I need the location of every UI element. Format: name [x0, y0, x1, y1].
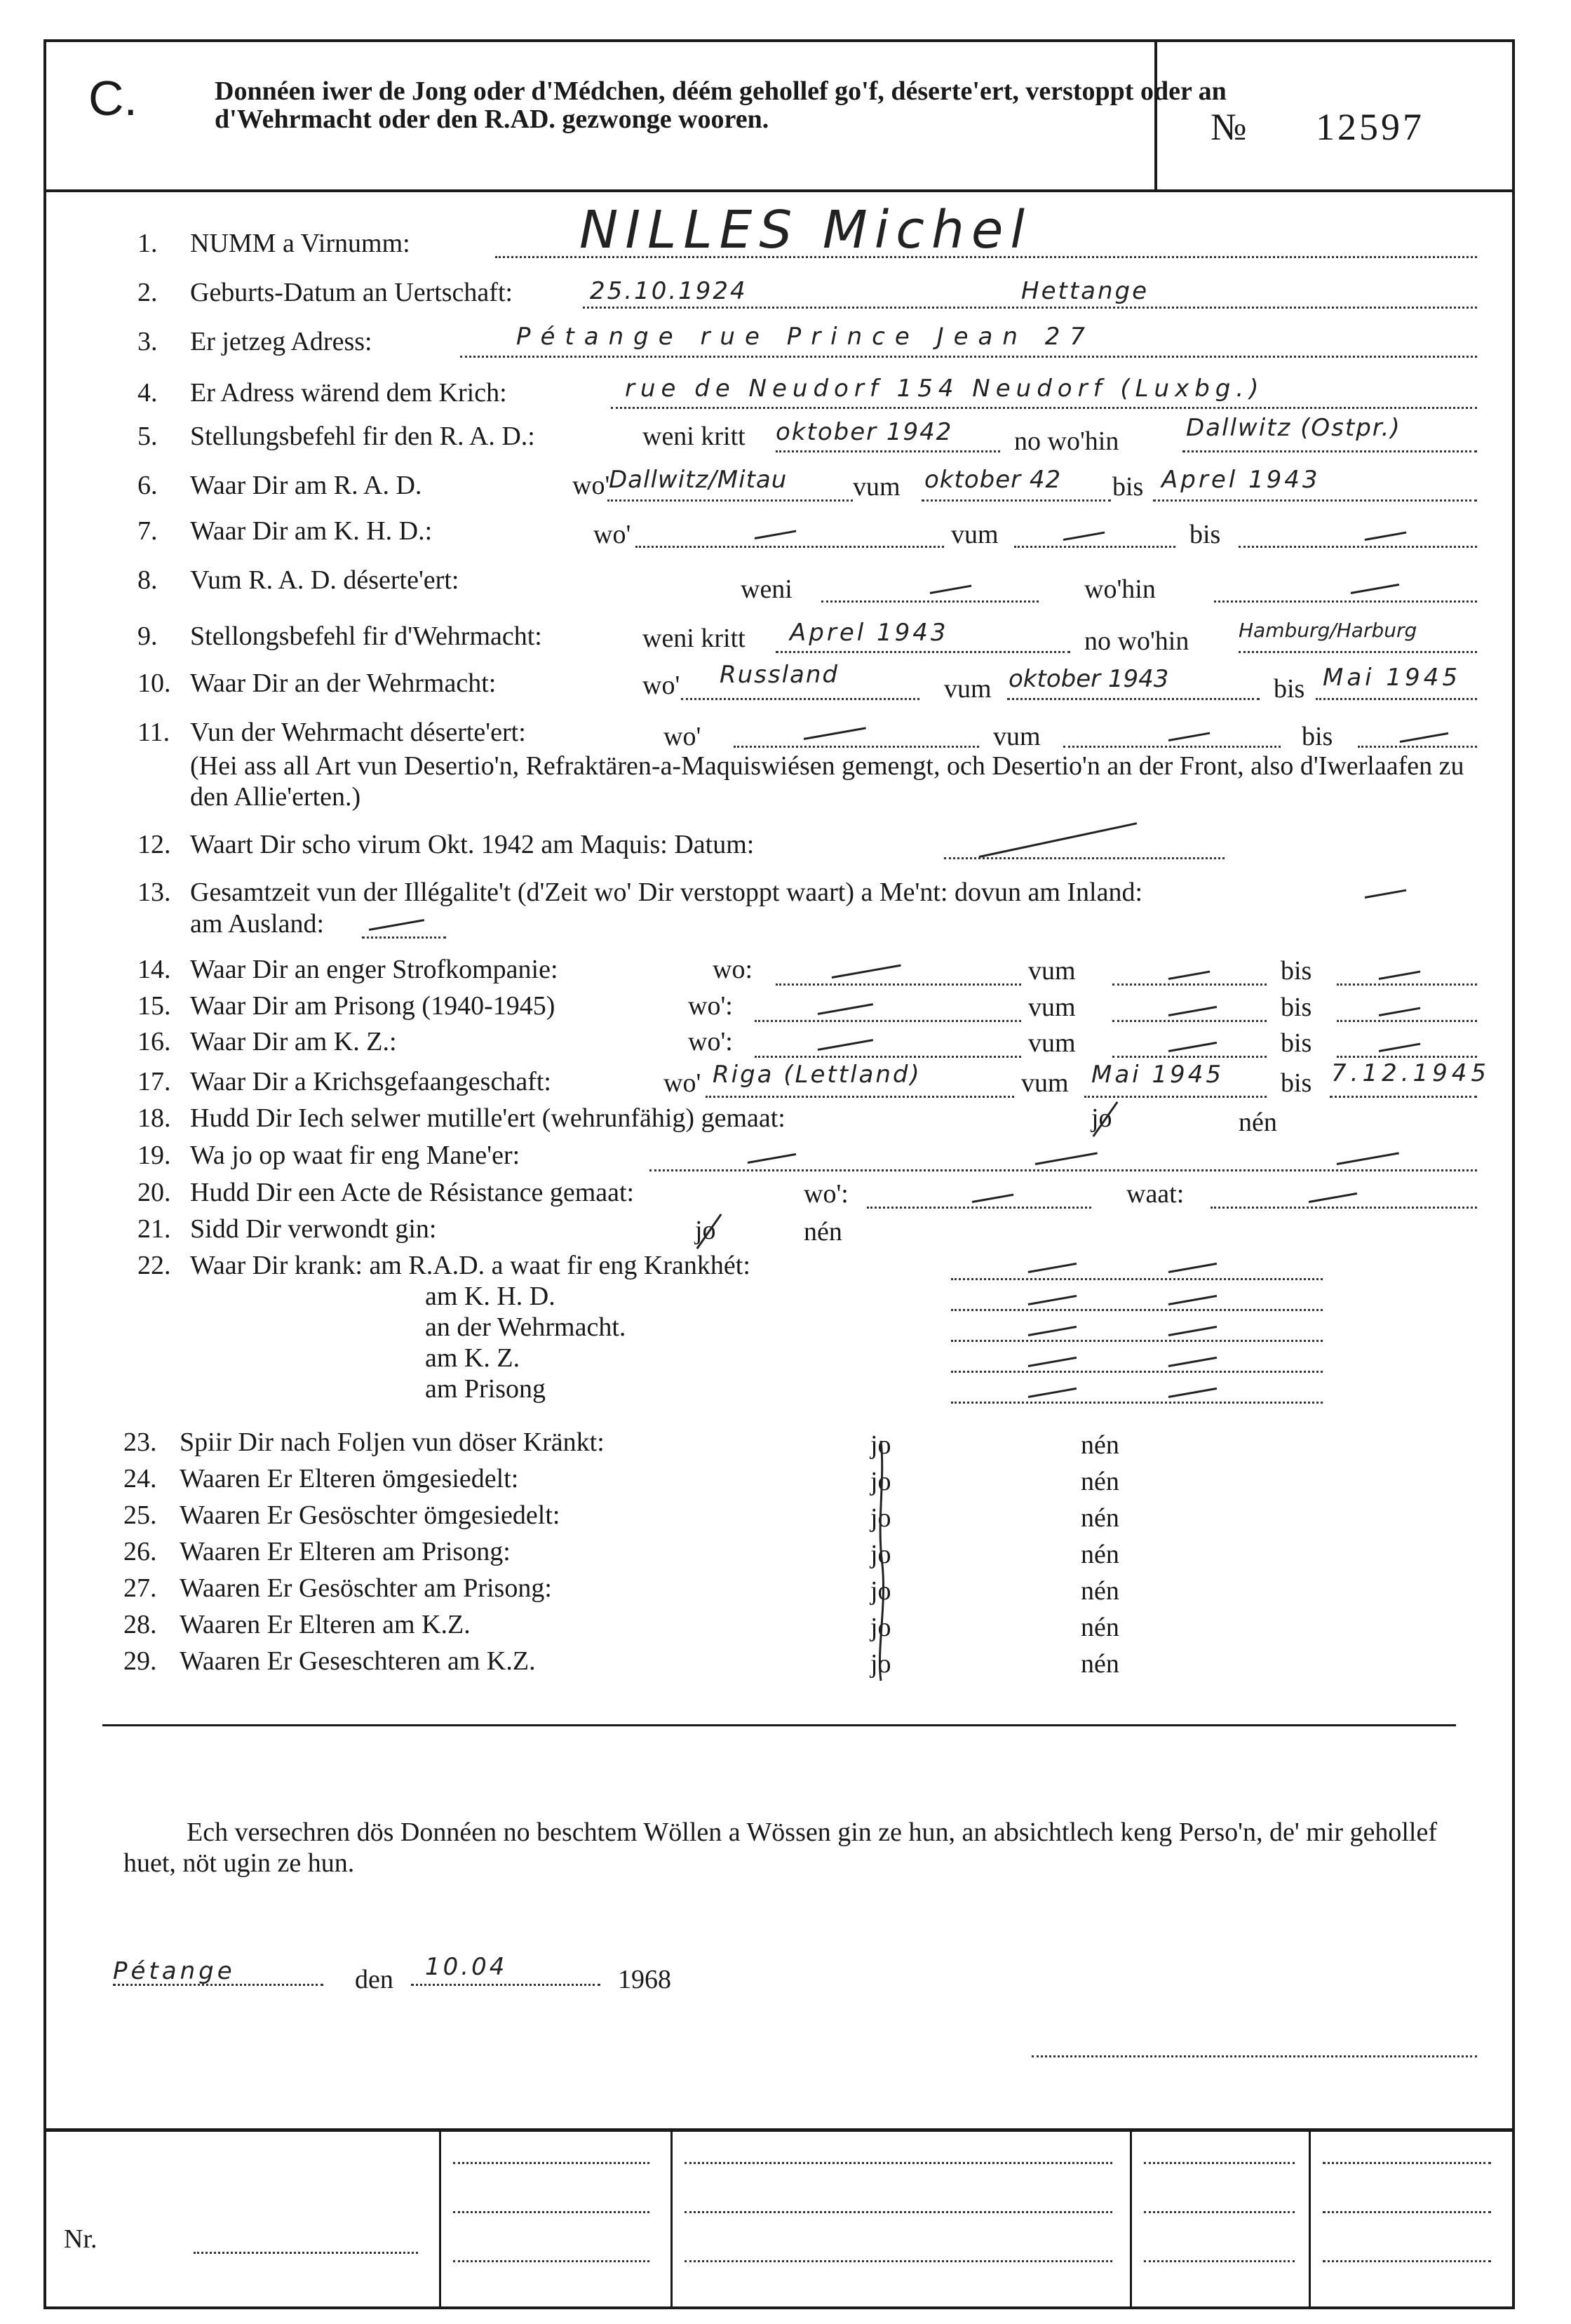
footer-col-divider	[1309, 2128, 1311, 2306]
wehrmacht-from-handwritten: oktober 1943	[1009, 665, 1169, 693]
field-line	[453, 2260, 649, 2262]
row-number: 11.	[137, 718, 170, 747]
row-label: Vun der Wehrmacht déserte'ert:	[190, 718, 526, 747]
field-line	[607, 499, 853, 502]
where-label: wo':	[688, 991, 733, 1021]
sub-label: an der Wehrmacht.	[425, 1312, 626, 1342]
field-line	[1337, 1020, 1477, 1022]
yes-option: jo	[870, 1503, 891, 1533]
field-line	[951, 1340, 1323, 1342]
from-label: vum	[1028, 1028, 1076, 1058]
field-line	[951, 1309, 1323, 1311]
field-line	[1084, 1096, 1267, 1098]
empty-mark	[1028, 1388, 1077, 1398]
no-option: nén	[1081, 1649, 1119, 1679]
yes-option: jo	[870, 1540, 891, 1569]
field-line	[1323, 2162, 1491, 2164]
field-line	[1214, 600, 1477, 603]
empty-mark	[1337, 1152, 1399, 1165]
field-line	[776, 651, 1070, 653]
field-line	[1358, 746, 1477, 748]
field-line	[951, 1402, 1323, 1404]
wehrmacht-to-handwritten: Mai 1945	[1323, 664, 1461, 692]
divider	[102, 1724, 1456, 1726]
field-line	[951, 1371, 1323, 1373]
empty-mark	[1379, 971, 1421, 980]
yes-option: jo	[695, 1216, 716, 1245]
field-line	[635, 546, 944, 548]
row-number: 8.	[137, 565, 158, 595]
field-line	[734, 746, 979, 748]
row-label: Waar Dir an enger Strofkompanie:	[190, 955, 558, 984]
field-line	[1112, 1020, 1267, 1022]
row-label: Waar Dir am K. H. D.:	[190, 516, 433, 546]
when-label: weni	[741, 575, 793, 604]
sub-label: am K. Z.	[425, 1343, 520, 1373]
row-label: Waaren Er Elteren ömgesiedelt:	[180, 1464, 519, 1493]
row-number: 1.	[137, 229, 158, 258]
row-label: Waaren Er Gesöschter ömgesiedelt:	[180, 1500, 560, 1530]
field-line	[411, 1984, 600, 1986]
field-line	[1323, 2211, 1491, 2213]
from-label: vum	[853, 472, 901, 502]
where-label: no wo'hin	[1014, 426, 1119, 456]
yes-option: jo	[1091, 1103, 1112, 1133]
row-label: Waar Dir am Prisong (1940-1945)	[190, 991, 555, 1021]
where-label: no wo'hin	[1084, 626, 1189, 656]
row-number: 23.	[123, 1428, 157, 1457]
where-label: wo':	[804, 1179, 849, 1209]
field-line	[113, 1984, 323, 1986]
where-label: wo'	[572, 471, 610, 500]
address-handwritten: Pétange rue Prince Jean 27	[516, 323, 1095, 351]
field-line	[776, 983, 1021, 986]
row-label: Waar Dir an der Wehrmacht:	[190, 669, 497, 698]
no-option: nén	[1239, 1108, 1277, 1137]
row-number: 21.	[137, 1214, 171, 1244]
what-label: waat:	[1126, 1179, 1185, 1209]
field-line	[1239, 651, 1477, 653]
empty-mark	[1365, 532, 1407, 541]
empty-mark	[818, 1003, 873, 1015]
field-line	[194, 2252, 418, 2254]
empty-mark	[1379, 1043, 1421, 1052]
row-number: 5.	[137, 422, 158, 451]
to-label: bis	[1281, 1068, 1312, 1098]
row-label: Sidd Dir verwondt gin:	[190, 1214, 437, 1244]
wehrmacht-order-place-handwritten: Hamburg/Harburg	[1239, 619, 1417, 642]
sub-label: am Prisong	[425, 1374, 546, 1404]
row-number: 2.	[137, 278, 158, 307]
row-number: 3.	[137, 327, 158, 356]
birth-date-handwritten: 25.10.1924	[590, 277, 748, 305]
row-number: 18.	[137, 1103, 171, 1133]
field-line	[821, 600, 1039, 603]
row-number: 15.	[137, 991, 171, 1021]
field-line	[1337, 1056, 1477, 1058]
row-number: 14.	[137, 955, 171, 984]
wehrmacht-place-handwritten: Russland	[720, 661, 840, 689]
where-label: wo'	[663, 722, 701, 751]
to-label: bis	[1112, 472, 1144, 502]
row-label: Waar Dir a Krichsgefaangeschaft:	[190, 1067, 551, 1096]
field-line	[685, 2260, 1112, 2262]
row-number: 20.	[137, 1178, 171, 1207]
sub-label: am K. H. D.	[425, 1282, 555, 1311]
field-line	[706, 1096, 1014, 1098]
rad-place-handwritten: Dallwitz/Mitau	[609, 466, 788, 494]
row-number: 13.	[137, 878, 171, 907]
empty-mark	[748, 1153, 796, 1164]
signature-year: 1968	[618, 1965, 671, 1994]
yes-option: jo	[870, 1649, 891, 1679]
captivity-from-handwritten: Mai 1945	[1091, 1061, 1224, 1089]
where-label: wo'	[593, 520, 631, 549]
empty-mark	[1168, 1388, 1217, 1398]
row-label: Vum R. A. D. déserte'ert:	[190, 565, 459, 595]
empty-mark	[1309, 1193, 1357, 1203]
field-line	[1144, 2162, 1295, 2164]
row-number: 17.	[137, 1067, 171, 1096]
row-label-abroad: am Ausland:	[190, 909, 325, 939]
form-page	[43, 39, 1515, 2309]
field-line	[1182, 450, 1477, 452]
field-line	[1211, 1207, 1477, 1209]
row-label: Waar Dir am R. A. D.	[190, 471, 422, 500]
empty-mark	[1400, 732, 1448, 743]
row-number: 24.	[123, 1464, 157, 1493]
signature-place-handwritten: Pétange	[113, 1957, 236, 1985]
where-label: wo'hin	[1084, 575, 1156, 604]
signature-date-handwritten: 10.04	[425, 1953, 508, 1981]
empty-mark	[1168, 1263, 1217, 1273]
field-line	[611, 407, 1477, 409]
field-line	[1239, 546, 1477, 548]
row-label: Gesamtzeit vun der Illégalite't (d'Zeit wo' Dir verstoppt waart) a Me'nt: dovun am Inland:	[190, 878, 1143, 907]
rad-to-handwritten: Aprel 1943	[1161, 466, 1321, 494]
to-label: bis	[1189, 520, 1221, 549]
yes-option: jo	[870, 1576, 891, 1606]
field-line	[681, 698, 919, 700]
row-number: 6.	[137, 471, 158, 500]
footer-col-divider	[1130, 2128, 1132, 2306]
field-line	[685, 2162, 1112, 2164]
row-label: Stellungsbefehl fir den R. A. D.:	[190, 422, 535, 451]
signature-line	[1032, 2055, 1477, 2057]
row-number: 4.	[137, 378, 158, 408]
row-label: Waaren Er Elteren am Prisong:	[180, 1537, 511, 1566]
field-line	[649, 1169, 1477, 1171]
no-option: nén	[1081, 1503, 1119, 1533]
field-line	[1007, 698, 1260, 700]
number-sign: №	[1211, 106, 1250, 148]
captivity-place-handwritten: Riga (Lettland)	[713, 1061, 922, 1089]
empty-mark	[979, 822, 1138, 858]
header-divider	[1154, 42, 1157, 189]
field-line	[922, 499, 1111, 502]
footer-top-line	[46, 2128, 1512, 2132]
row-number: 10.	[137, 669, 171, 698]
yes-option: jo	[870, 1430, 891, 1460]
row-label: Waaren Er Elteren am K.Z.	[180, 1610, 471, 1639]
empty-mark	[1168, 1357, 1217, 1367]
empty-mark	[930, 585, 972, 594]
from-label: vum	[1028, 993, 1076, 1022]
where-label: wo'	[663, 1068, 701, 1098]
row-number: 25.	[123, 1500, 157, 1530]
from-label: vum	[951, 520, 999, 549]
rad-order-place-handwritten: Dallwitz (Ostpr.)	[1186, 414, 1401, 442]
to-label: bis	[1274, 674, 1305, 704]
empty-mark	[1168, 732, 1211, 741]
row-label: Stellongsbefehl fir d'Wehrmacht:	[190, 622, 542, 651]
row-label: Waar Dir krank: am R.A.D. a waat fir eng Krankhét:	[190, 1251, 750, 1280]
field-line	[685, 2211, 1112, 2213]
row-label: Er Adress wärend dem Krich:	[190, 378, 507, 408]
field-line	[1323, 2260, 1491, 2262]
wehrmacht-order-date-handwritten: Aprel 1943	[790, 619, 949, 647]
empty-mark	[1168, 1295, 1217, 1305]
field-line	[1063, 746, 1281, 748]
where-label: wo':	[688, 1027, 733, 1056]
field-line	[460, 356, 1477, 358]
field-line	[944, 857, 1225, 859]
row-label: Wa jo op waat fir eng Mane'er:	[190, 1141, 520, 1170]
field-line	[453, 2211, 649, 2213]
empty-mark	[1035, 1152, 1098, 1165]
empty-mark	[972, 1194, 1014, 1203]
row-label: Waaren Er Geseschteren am K.Z.	[180, 1646, 536, 1676]
declaration-text: Ech versechren dös Donnéen no beschtem Wöllen a Wössen gin ze hun, an absichtlech keng Perso'n, de' mir gehollef huet, nöt ugin ze hun.	[123, 1818, 1437, 1878]
field-line	[1144, 2211, 1295, 2213]
empty-mark	[1168, 1326, 1217, 1336]
when-label: weni kritt	[642, 624, 746, 653]
empty-mark	[1028, 1295, 1077, 1305]
birth-place-handwritten: Hettange	[1021, 277, 1149, 305]
footer-col-divider	[439, 2128, 441, 2306]
row-number: 7.	[137, 516, 158, 546]
from-label: vum	[993, 722, 1041, 751]
field-line	[867, 1207, 1091, 1209]
field-line	[1014, 546, 1175, 548]
empty-mark	[1168, 971, 1211, 980]
field-line	[1153, 499, 1477, 502]
field-line	[755, 1056, 1021, 1058]
row-label: Spiir Dir nach Foljen vun döser Kränkt:	[180, 1428, 605, 1457]
field-line	[776, 450, 1000, 452]
row-note: (Hei ass all Art vun Desertio'n, Refraktären-a-Maquiswiésen gemengt, och Desertio'n an der Front, also d'Iwerlaafen zu den Allie'erten.)	[190, 751, 1464, 812]
no-option: nén	[1081, 1467, 1119, 1496]
form-number: 12597	[1316, 106, 1424, 148]
empty-mark	[832, 965, 901, 979]
row-label: Hudd Dir een Acte de Résistance gemaat:	[190, 1178, 635, 1207]
row-number: 19.	[137, 1141, 171, 1170]
row-number: 27.	[123, 1573, 157, 1603]
field-line	[453, 2162, 649, 2164]
from-label: vum	[1021, 1068, 1069, 1098]
field-line	[1337, 983, 1477, 986]
where-label: wo'	[642, 671, 680, 700]
row-number: 28.	[123, 1610, 157, 1639]
section-letter: C.	[88, 71, 137, 126]
field-line	[1144, 2260, 1295, 2262]
row-label: Geburts-Datum an Uertschaft:	[190, 278, 513, 307]
from-label: vum	[1028, 956, 1076, 986]
row-label: NUMM a Virnumm:	[190, 229, 410, 258]
where-label: wo:	[713, 955, 753, 984]
field-line	[1316, 698, 1477, 700]
jo-strike-line	[867, 1438, 895, 1684]
row-number: 26.	[123, 1537, 157, 1566]
field-line	[583, 307, 1477, 309]
no-option: nén	[804, 1217, 842, 1247]
field-line	[1330, 1096, 1477, 1098]
field-line	[1112, 1056, 1267, 1058]
when-label: weni kritt	[642, 422, 746, 451]
no-option: nén	[1081, 1576, 1119, 1606]
no-option: nén	[1081, 1613, 1119, 1642]
row-label: Hudd Dir Iech selwer mutille'ert (wehrunfähig) gemaat:	[190, 1103, 786, 1133]
yes-option: jo	[870, 1613, 891, 1642]
to-label: bis	[1281, 993, 1312, 1022]
header-separator	[46, 189, 1512, 192]
footer-nr-label: Nr.	[64, 2224, 97, 2254]
header-title: Donnéen iwer de Jong oder d'Médchen, déém gehollef go'f, déserte'ert, verstoppt oder an d'Wehrmacht oder den R.AD. gezwonge wooren.	[215, 76, 1227, 134]
no-option: nén	[1081, 1540, 1119, 1569]
empty-mark	[1168, 1042, 1217, 1052]
field-line	[362, 936, 446, 939]
row-label: Waaren Er Gesöschter am Prisong:	[180, 1573, 552, 1603]
den-label: den	[355, 1965, 393, 1994]
row-label: Waar Dir am K. Z.:	[190, 1027, 397, 1056]
empty-mark	[804, 727, 866, 740]
captivity-to-handwritten: 7.12.1945	[1331, 1059, 1491, 1087]
row-number: 16.	[137, 1027, 171, 1056]
yes-option: jo	[870, 1467, 891, 1496]
field-line	[1112, 983, 1267, 986]
empty-mark	[1028, 1326, 1077, 1336]
row-number: 22.	[137, 1251, 171, 1280]
rad-from-handwritten: oktober 42	[924, 466, 1062, 494]
no-option: nén	[1081, 1430, 1119, 1460]
empty-mark	[1379, 1007, 1421, 1016]
row-label: Er jetzeg Adress:	[190, 327, 372, 356]
row-number: 12.	[137, 830, 171, 859]
footer-col-divider	[670, 2128, 673, 2306]
to-label: bis	[1281, 956, 1312, 986]
war-address-handwritten: rue de Neudorf 154 Neudorf (Luxbg.)	[625, 375, 1265, 403]
field-line	[755, 1020, 1021, 1022]
name-handwritten: NILLES Michel	[579, 200, 1032, 260]
empty-mark	[1351, 584, 1399, 594]
empty-mark	[1028, 1263, 1077, 1273]
empty-mark	[1063, 532, 1105, 541]
from-label: vum	[944, 674, 992, 704]
row-label: Waart Dir scho virum Okt. 1942 am Maquis: Datum:	[190, 830, 755, 859]
empty-mark	[755, 530, 797, 539]
empty-mark	[818, 1039, 873, 1051]
empty-mark	[369, 919, 424, 931]
empty-mark	[1365, 889, 1407, 899]
empty-mark	[1168, 1006, 1217, 1016]
row-number: 29.	[123, 1646, 157, 1676]
row-number: 9.	[137, 622, 158, 651]
rad-order-date-handwritten: oktober 1942	[776, 418, 953, 446]
to-label: bis	[1281, 1028, 1312, 1058]
to-label: bis	[1302, 722, 1333, 751]
empty-mark	[1028, 1357, 1077, 1367]
field-line	[951, 1278, 1323, 1280]
